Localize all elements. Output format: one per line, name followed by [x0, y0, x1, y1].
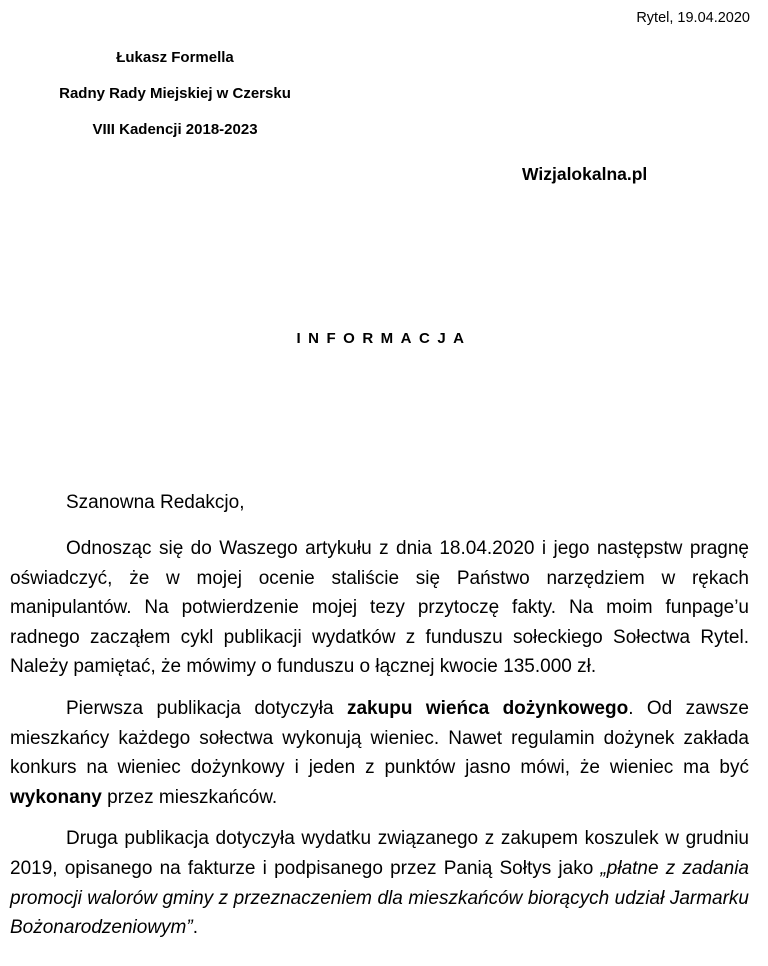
paragraph-2-bold-phrase: zakupu wieńca dożynkowego — [346, 697, 629, 719]
document-title: INFORMACJA — [296, 330, 472, 347]
author-role: Radny Rady Miejskiej w Czersku — [59, 85, 291, 102]
paragraph-3-end: . — [192, 917, 198, 939]
recipient: Wizjalokalna.pl — [522, 164, 648, 184]
paragraph-1: Odnosząc się do Waszego artykułu z dnia 18.04.2020 i jego następstw pragnę oświadczyć, że w mojej ocenie staliście się Państwo narzędziem w rękach manipulantów. Na potwierdzenie mojej tezy przytoczę fakty. Na moim funpage’u radnego zacząłem cykl publikacji wydatków z funduszu sołeckiego Sołectwa Rytel. Należy pamiętać, że mówimy o funduszu o łącznej kwocie 135.000 zł. — [10, 538, 749, 678]
author-term: VIII Kadencji 2018-2023 — [92, 121, 258, 138]
paragraph-2-text-middle: . Od zawsze mieszkańcy każdego sołectwa wykonują wieniec. Nawet regulamin dożynek zakłada konkurs na wieniec dożynkowy i jeden z punktów jasno mówi, że wieniec ma być — [10, 697, 749, 779]
paragraph-3-text: Druga publikacja dotyczyła wydatku związanego z zakupem koszulek w grudniu 2019, opisanego na fakturze i podpisanego przez Panią Sołtys jako — [10, 828, 749, 879]
paragraph-2-bold-word: wykonany — [10, 786, 102, 808]
paragraph-3-quote: „płatne z zadania promocji walorów gminy z przeznaczeniem dla mieszkańców biorących udział Jarmarku Bożonarodzeniowym” — [10, 857, 749, 939]
paragraph-2-text-start: Pierwsza publikacja dotyczyła — [66, 697, 347, 719]
paragraph-2 — [10, 694, 749, 812]
author-block — [30, 48, 320, 156]
paragraph-2-text-end: przez mieszkańców. — [101, 786, 278, 808]
author-name: Łukasz Formella — [116, 49, 234, 66]
paragraph-3 — [10, 824, 749, 942]
salutation: Szanowna Redakcjo, — [66, 492, 245, 513]
letter-body — [10, 534, 749, 955]
letter-date: Rytel, 19.04.2020 — [636, 10, 750, 26]
